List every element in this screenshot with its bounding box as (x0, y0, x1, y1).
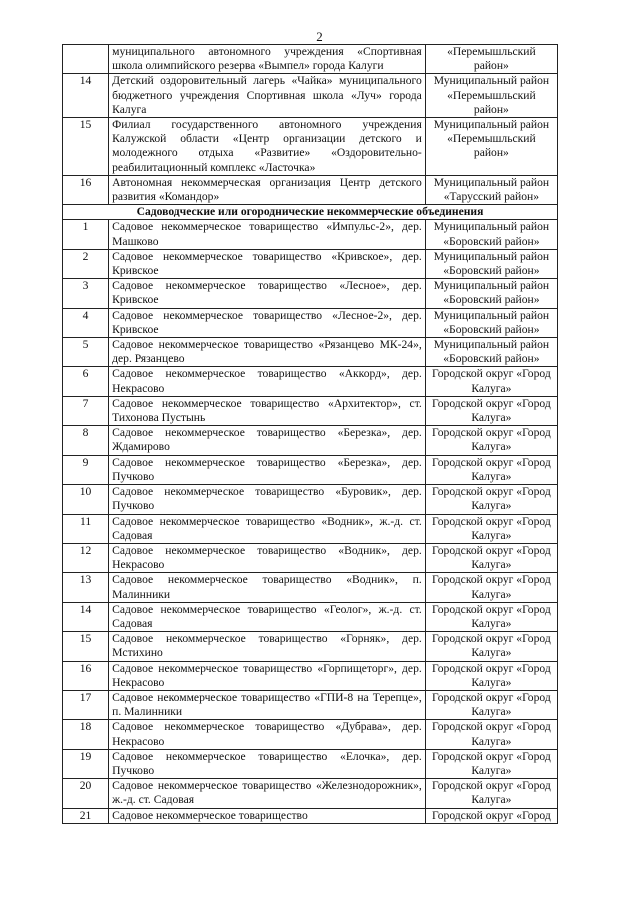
municipality: Муниципальный район «Боровский район» (425, 338, 557, 367)
municipality: Городской округ «Город Калуга» (425, 573, 557, 602)
table-row (63, 661, 558, 690)
table-row (63, 74, 558, 118)
organization-name: Садовое некоммерческое товарищество «Березка», дер. Ждамирово (109, 426, 426, 455)
municipality: Городской округ «Город Калуга» (425, 543, 557, 572)
row-number: 2 (63, 249, 109, 278)
section-title: Садоводческие или огороднические некоммерческие объединения (63, 205, 558, 220)
organization-name: Садовое некоммерческое товарищество «Горняк», дер. Мстихино (109, 632, 426, 661)
row-number: 3 (63, 279, 109, 308)
table-row (63, 808, 558, 823)
municipality: Городской округ «Город Калуга» (425, 661, 557, 690)
organization-name: Садовое некоммерческое товарищество «Горпищеторг», дер. Некрасово (109, 661, 426, 690)
organization-name: Садовое некоммерческое товарищество «Буровик», дер. Пучково (109, 485, 426, 514)
row-number: 12 (63, 543, 109, 572)
municipality: Городской округ «Город Калуга» (425, 396, 557, 425)
municipality: Муниципальный район «Боровский район» (425, 220, 557, 249)
organization-name: Садовое некоммерческое товарищество «Рязанцево МК-24», дер. Рязанцево (109, 338, 426, 367)
organization-name: Садовое некоммерческое товарищество «Аккорд», дер. Некрасово (109, 367, 426, 396)
organization-name: Садовое некоммерческое товарищество «Лесное-2», дер. Кривское (109, 308, 426, 337)
table-row (63, 396, 558, 425)
municipality: Муниципальный район «Тарусский район» (425, 175, 557, 204)
table-row (63, 690, 558, 719)
row-number: 14 (63, 602, 109, 631)
table-row (63, 632, 558, 661)
municipality: Городской округ «Город Калуга» (425, 426, 557, 455)
municipality: Городской округ «Город Калуга» (425, 455, 557, 484)
table-row (63, 45, 558, 74)
organization-name: Садовое некоммерческое товарищество «Импульс-2», дер. Машково (109, 220, 426, 249)
row-number: 16 (63, 175, 109, 204)
municipality: Городской округ «Город Калуга» (425, 632, 557, 661)
organization-name: Садовое некоммерческое товарищество «Кривское», дер. Кривское (109, 249, 426, 278)
table-row (63, 543, 558, 572)
organization-name: Садовое некоммерческое товарищество (109, 808, 426, 823)
row-number: 1 (63, 220, 109, 249)
organization-name: муниципального автономного учреждения «Спортивная школа олимпийского резерва «Вымпел» города Калуги (109, 45, 426, 74)
organization-name: Садовое некоммерческое товарищество «Водник», ж.-д. ст. Садовая (109, 514, 426, 543)
municipality: Муниципальный район «Перемышльский район» (425, 118, 557, 176)
page-number: 2 (316, 29, 323, 44)
row-number: 11 (63, 514, 109, 543)
municipality: Муниципальный район «Перемышльский район» (425, 74, 557, 118)
municipality: Муниципальный район «Боровский район» (425, 308, 557, 337)
table-row (63, 749, 558, 778)
organization-name: Садовое некоммерческое товарищество «Водник», п. Малинники (109, 573, 426, 602)
table-row (63, 279, 558, 308)
organization-name: Автономная некоммерческая организация Центр детского развития «Командор» (109, 175, 426, 204)
municipality: Городской округ «Город Калуга» (425, 367, 557, 396)
row-number: 14 (63, 74, 109, 118)
table-row (63, 367, 558, 396)
organization-name: Садовое некоммерческое товарищество «ГПИ-8 на Терепце», п. Малинники (109, 690, 426, 719)
municipality: Городской округ «Город Калуга» (425, 779, 557, 808)
row-number: 15 (63, 118, 109, 176)
row-number (63, 45, 109, 74)
row-number: 20 (63, 779, 109, 808)
municipality: Городской округ «Город Калуга» (425, 514, 557, 543)
organization-name: Садовое некоммерческое товарищество «Водник», дер. Некрасово (109, 543, 426, 572)
municipality: Городской округ «Город Калуга» (425, 720, 557, 749)
municipality: Городской округ «Город Калуга» (425, 690, 557, 719)
table-row (63, 220, 558, 249)
organization-name: Детский оздоровительный лагерь «Чайка» муниципального бюджетного учреждения Спортивная школа «Луч» города Калуга (109, 74, 426, 118)
organization-name: Садовое некоммерческое товарищество «Лесное», дер. Кривское (109, 279, 426, 308)
table-row (63, 573, 558, 602)
row-number: 5 (63, 338, 109, 367)
row-number: 9 (63, 455, 109, 484)
municipality: Муниципальный район «Боровский район» (425, 249, 557, 278)
organization-name: Филиал государственного автономного учреждения Калужской области «Центр организации детского и молодежного отдыха «Развитие» «Оздоровительно-реабилитационный комплекс «Ласточка» (109, 118, 426, 176)
table-row (63, 249, 558, 278)
row-number: 4 (63, 308, 109, 337)
row-number: 6 (63, 367, 109, 396)
row-number: 19 (63, 749, 109, 778)
section-header-row (63, 205, 558, 220)
row-number: 10 (63, 485, 109, 514)
row-number: 16 (63, 661, 109, 690)
row-number: 18 (63, 720, 109, 749)
table-row (63, 308, 558, 337)
organization-name: Садовое некоммерческое товарищество «Железнодорожник», ж.-д. ст. Садовая (109, 779, 426, 808)
table-row (63, 175, 558, 204)
organization-name: Садовое некоммерческое товарищество «Архитектор», ст. Тихонова Пустынь (109, 396, 426, 425)
table-row (63, 426, 558, 455)
row-number: 13 (63, 573, 109, 602)
organization-name: Садовое некоммерческое товарищество «Елочка», дер. Пучково (109, 749, 426, 778)
row-number: 21 (63, 808, 109, 823)
organization-name: Садовое некоммерческое товарищество «Березка», дер. Пучково (109, 455, 426, 484)
table-row (63, 779, 558, 808)
organization-name: Садовое некоммерческое товарищество «Дубрава», дер. Некрасово (109, 720, 426, 749)
table-row (63, 485, 558, 514)
organization-name: Садовое некоммерческое товарищество «Геолог», ж.-д. ст. Садовая (109, 602, 426, 631)
table-row (63, 338, 558, 367)
municipality: «Перемышльский район» (425, 45, 557, 74)
municipality: Городской округ «Город Калуга» (425, 485, 557, 514)
table-row (63, 602, 558, 631)
row-number: 15 (63, 632, 109, 661)
table-row (63, 118, 558, 176)
row-number: 17 (63, 690, 109, 719)
table-row (63, 455, 558, 484)
row-number: 7 (63, 396, 109, 425)
municipality: Городской округ «Город Калуга» (425, 602, 557, 631)
organizations-table (62, 44, 558, 824)
row-number: 8 (63, 426, 109, 455)
table-row (63, 720, 558, 749)
municipality: Муниципальный район «Боровский район» (425, 279, 557, 308)
municipality: Городской округ «Город (425, 808, 557, 823)
municipality: Городской округ «Город Калуга» (425, 749, 557, 778)
table-row (63, 514, 558, 543)
